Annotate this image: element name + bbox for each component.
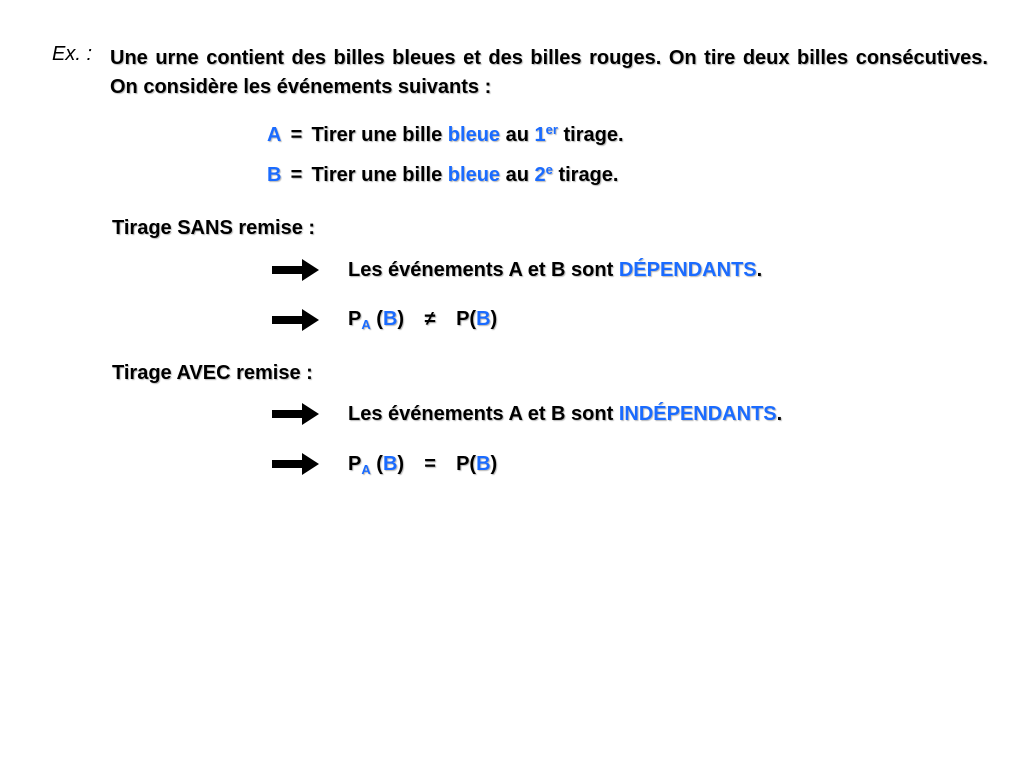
- exercise-label: Ex. :: [52, 43, 93, 65]
- statement-prefix: Les événements A et B sont: [348, 403, 614, 425]
- avec-remise-statement: [348, 403, 782, 426]
- heading-avec-remise: Tirage AVEC remise :: [112, 362, 313, 384]
- relation-sign: =: [424, 453, 436, 475]
- event-letter: B: [267, 164, 282, 186]
- heading-sans-remise: Tirage SANS remise :: [112, 217, 316, 239]
- equals-sign: =: [290, 124, 303, 146]
- event-color-word: bleue: [447, 164, 501, 186]
- event-text-au: au: [505, 164, 529, 186]
- sans-remise-statement: [348, 259, 762, 282]
- event-a-definition: [267, 124, 624, 147]
- event-text-after: tirage.: [563, 124, 624, 146]
- event-draw-number: 2e: [534, 162, 553, 186]
- event-text: Tirer une bille: [311, 164, 443, 186]
- right-arrow-icon: [272, 309, 319, 331]
- relation-sign: ≠: [424, 308, 436, 330]
- sans-remise-formula: $P_A$ (B) ≠ P(B): [348, 308, 498, 332]
- right-arrow-icon: [272, 453, 319, 475]
- event-b-definition: [267, 164, 618, 187]
- event-text-after: tirage.: [558, 164, 619, 186]
- statement-prefix: Les événements A et B sont: [348, 259, 614, 281]
- event-color-word: bleue: [447, 124, 501, 146]
- right-arrow-icon: [272, 403, 319, 425]
- event-text: Tirer une bille: [311, 124, 443, 146]
- statement-keyword: DÉPENDANTS: [618, 259, 757, 281]
- statement-keyword: INDÉPENDANTS: [618, 403, 777, 425]
- equals-sign: =: [290, 164, 303, 186]
- event-text-au: au: [505, 124, 529, 146]
- statement-period: .: [756, 259, 763, 281]
- event-letter: A: [267, 124, 282, 146]
- statement-period: .: [776, 403, 783, 425]
- right-arrow-icon: [272, 259, 319, 281]
- avec-remise-formula: $P_A$ (B) = P(B): [348, 453, 498, 477]
- exercise-intro: Une urne contient des billes bleues et des billes rouges. On tire deux billes consécutives. On considère les événements suivants :: [110, 47, 988, 98]
- event-draw-number: 1er: [534, 122, 558, 146]
